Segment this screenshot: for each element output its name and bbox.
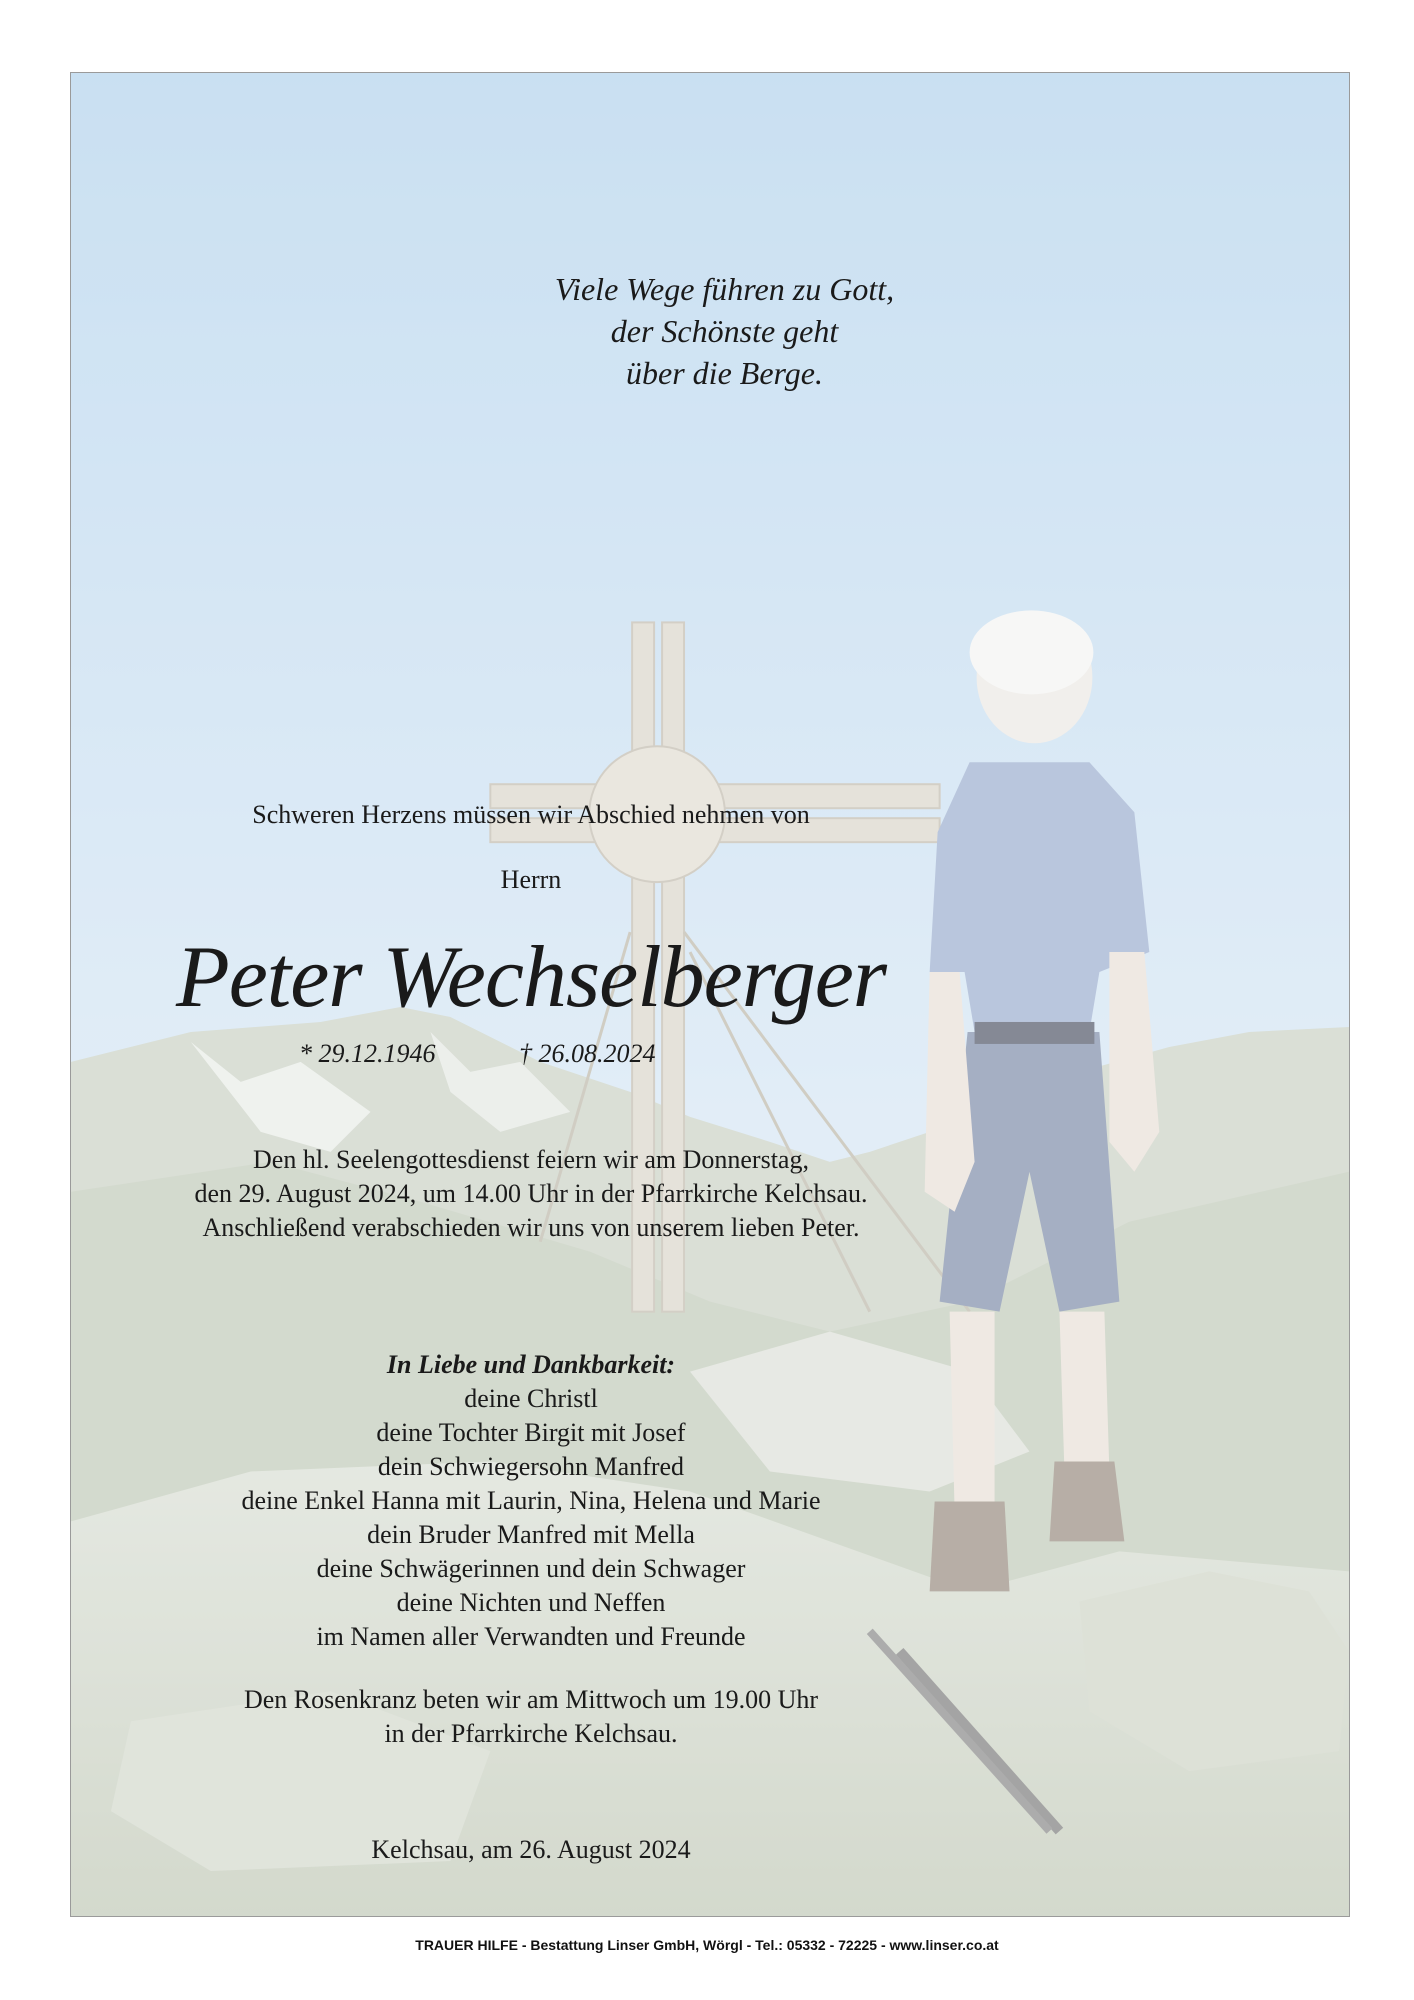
- footer-imprint: TRAUER HILFE - Bestattung Linser GmbH, Wörgl - Tel.: 05332 - 72225 - www.linser.co.at: [415, 1937, 999, 1953]
- place-date: Kelchsau, am 26. August 2024: [371, 1835, 691, 1864]
- death-date: † 26.08.2024: [519, 1039, 656, 1068]
- mourner-line: deine Nichten und Neffen: [396, 1588, 666, 1617]
- mourner-line: dein Schwiegersohn Manfred: [377, 1452, 685, 1481]
- mass-line: Den hl. Seelengottesdienst feiern wir am Donnerstag,: [253, 1145, 809, 1174]
- mourner-line: im Namen aller Verwandten und Freunde: [316, 1622, 746, 1651]
- mourner-line: dein Bruder Manfred mit Mella: [367, 1520, 695, 1549]
- deceased-name: Peter Wechselberger: [175, 929, 886, 1026]
- mourner-line: deine Enkel Hanna mit Laurin, Nina, Helena und Marie: [241, 1486, 821, 1515]
- mourner-line: deine Schwägerinnen und dein Schwager: [316, 1554, 746, 1583]
- obituary-text: [71, 73, 1349, 1916]
- mass-line: Anschließend verabschieden wir uns von unserem lieben Peter.: [202, 1213, 860, 1242]
- mourner-line: deine Christl: [464, 1384, 598, 1413]
- mourners-block: [71, 1348, 991, 1654]
- mourner-line: deine Tochter Birgit mit Josef: [376, 1418, 686, 1447]
- mass-line: den 29. August 2024, um 14.00 Uhr in der Pfarrkirche Kelchsau.: [194, 1179, 868, 1208]
- rosary-line: Den Rosenkranz beten wir am Mittwoch um 19.00 Uhr: [243, 1685, 819, 1714]
- rosary-line: in der Pfarrkirche Kelchsau.: [384, 1719, 678, 1748]
- intro-text: Schweren Herzens müssen wir Abschied nehmen von: [252, 800, 810, 829]
- obituary-frame: [70, 72, 1350, 1917]
- mourners-heading: In Liebe und Dankbarkeit:: [386, 1350, 676, 1379]
- birth-date: * 29.12.1946: [299, 1039, 436, 1068]
- rosary-announcement: [71, 1683, 991, 1751]
- quote-line: über die Berge.: [626, 355, 823, 391]
- mass-announcement: [71, 1143, 991, 1245]
- quote: [71, 268, 1350, 394]
- quote-line: der Schönste geht: [610, 313, 839, 349]
- salutation: Herrn: [500, 865, 562, 894]
- quote-line: Viele Wege führen zu Gott,: [554, 271, 895, 307]
